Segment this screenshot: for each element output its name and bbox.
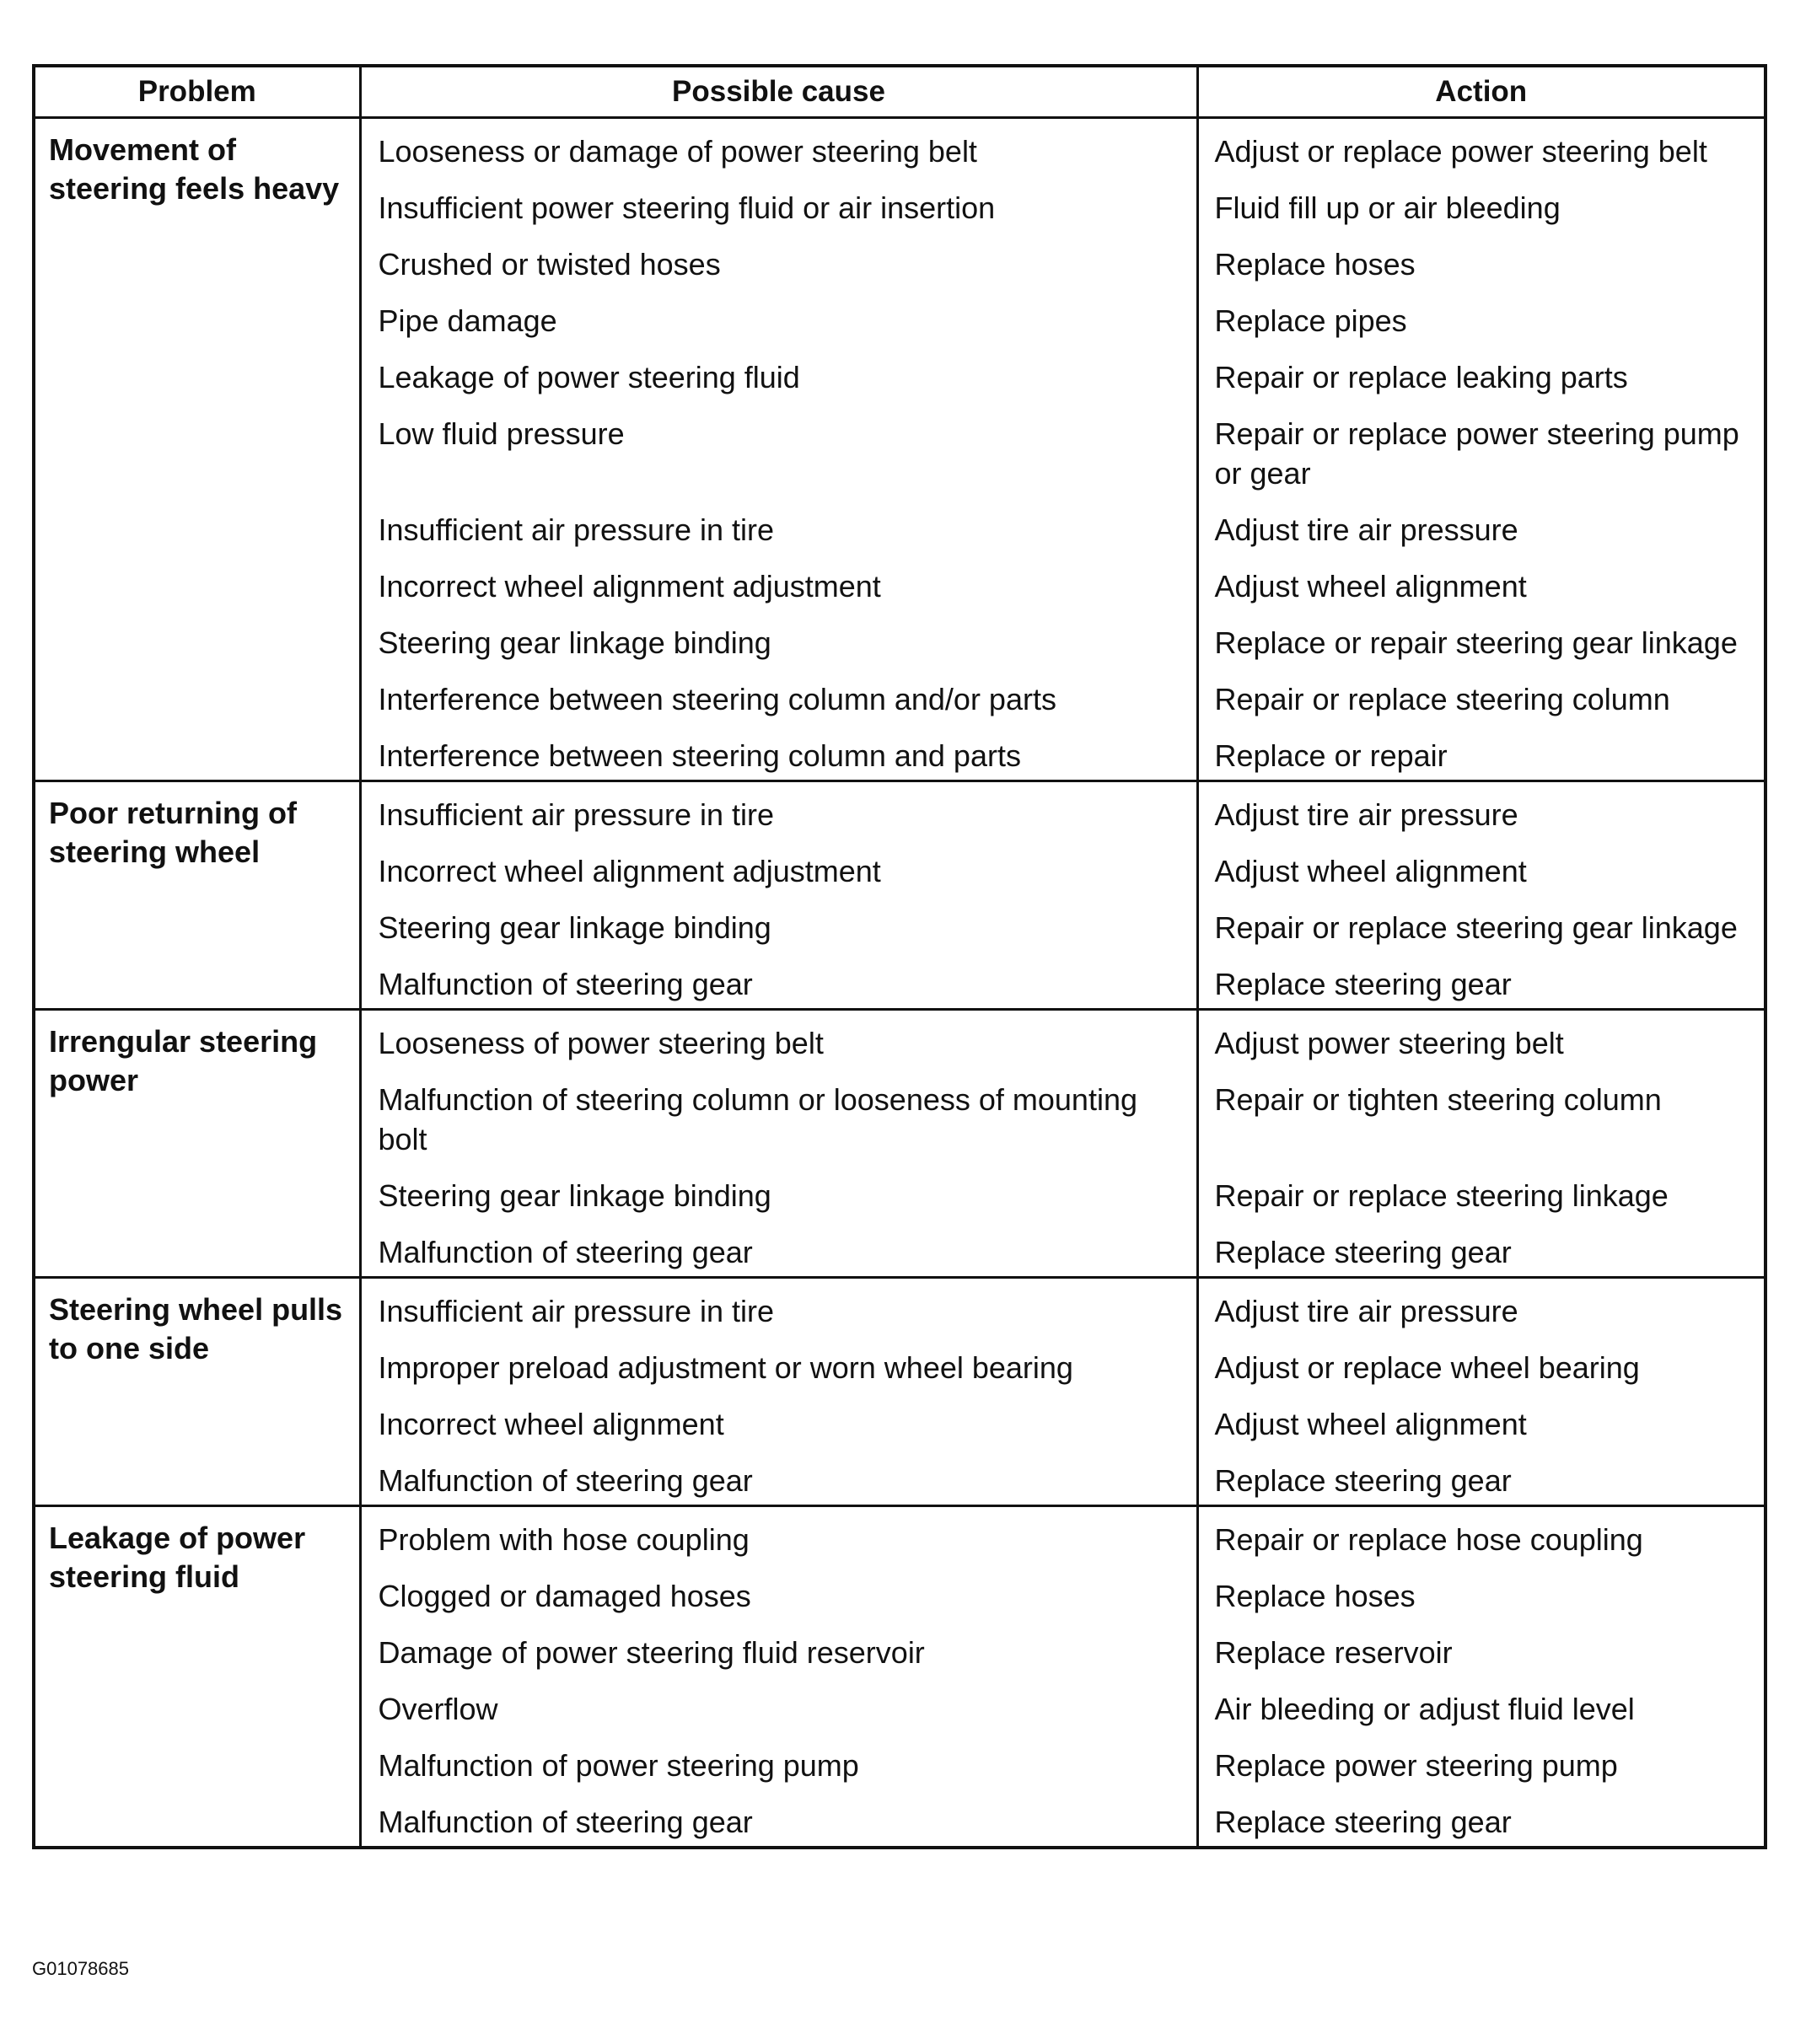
action-cell: Replace steering gear: [1197, 1789, 1765, 1848]
action-cell: Replace hoses: [1197, 232, 1765, 288]
action-cell: Repair or replace steering linkage: [1197, 1163, 1765, 1220]
cause-cell: Clogged or damaged hoses: [360, 1564, 1197, 1620]
cause-cell: Malfunction of power steering pump: [360, 1733, 1197, 1789]
cause-cell: Improper preload adjustment or worn wheel bearing: [360, 1335, 1197, 1392]
action-cell: Replace or repair steering gear linkage: [1197, 610, 1765, 667]
action-cell: Replace power steering pump: [1197, 1733, 1765, 1789]
action-cell: Repair or replace hose coupling: [1197, 1506, 1765, 1564]
cause-cell: Looseness or damage of power steering belt: [360, 118, 1197, 176]
cause-cell: Insufficient power steering fluid or air insertion: [360, 175, 1197, 232]
cause-cell: Problem with hose coupling: [360, 1506, 1197, 1564]
cause-cell: Overflow: [360, 1677, 1197, 1733]
action-cell: Air bleeding or adjust fluid level: [1197, 1677, 1765, 1733]
cause-cell: Steering gear linkage binding: [360, 1163, 1197, 1220]
cause-cell: Insufficient air pressure in tire: [360, 1278, 1197, 1336]
cause-cell: Incorrect wheel alignment adjustment: [360, 839, 1197, 895]
cause-cell: Interference between steering column and/or parts: [360, 667, 1197, 723]
cause-cell: Low fluid pressure: [360, 401, 1197, 497]
cause-cell: Incorrect wheel alignment: [360, 1392, 1197, 1448]
cause-cell: Malfunction of steering gear: [360, 952, 1197, 1010]
cause-cell: Malfunction of steering gear: [360, 1789, 1197, 1848]
action-cell: Replace steering gear: [1197, 1448, 1765, 1506]
action-cell: Replace steering gear: [1197, 1220, 1765, 1278]
problem-cell: Steering wheel pulls to one side: [34, 1278, 360, 1506]
cause-cell: Steering gear linkage binding: [360, 610, 1197, 667]
action-cell: Replace hoses: [1197, 1564, 1765, 1620]
troubleshooting-table: [32, 64, 1767, 1849]
table-row: [34, 1278, 1765, 1336]
cause-cell: Damage of power steering fluid reservoir: [360, 1620, 1197, 1677]
action-cell: Repair or replace steering gear linkage: [1197, 895, 1765, 952]
table-row: [34, 781, 1765, 840]
header-action: Action: [1197, 66, 1765, 118]
problem-cell: Irrengular steering power: [34, 1010, 360, 1278]
cause-cell: Looseness of power steering belt: [360, 1010, 1197, 1068]
action-cell: Repair or replace leaking parts: [1197, 345, 1765, 401]
action-cell: Adjust power steering belt: [1197, 1010, 1765, 1068]
cause-cell: Interference between steering column and parts: [360, 723, 1197, 781]
action-cell: Replace steering gear: [1197, 952, 1765, 1010]
cause-cell: Pipe damage: [360, 288, 1197, 345]
cause-cell: Insufficient air pressure in tire: [360, 497, 1197, 554]
action-cell: Adjust wheel alignment: [1197, 1392, 1765, 1448]
cause-cell: Malfunction of steering gear: [360, 1448, 1197, 1506]
action-cell: Adjust wheel alignment: [1197, 554, 1765, 610]
header-row: [34, 66, 1765, 118]
table-row: [34, 1010, 1765, 1068]
header-problem: Problem: [34, 66, 360, 118]
cause-cell: Crushed or twisted hoses: [360, 232, 1197, 288]
action-cell: Adjust or replace wheel bearing: [1197, 1335, 1765, 1392]
cause-cell: Malfunction of steering column or looseness of mounting bolt: [360, 1067, 1197, 1163]
cause-cell: Steering gear linkage binding: [360, 895, 1197, 952]
action-cell: Repair or replace power steering pump or gear: [1197, 401, 1765, 497]
problem-cell: Leakage of power steering fluid: [34, 1506, 360, 1848]
action-cell: Fluid fill up or air bleeding: [1197, 175, 1765, 232]
action-cell: Adjust wheel alignment: [1197, 839, 1765, 895]
action-cell: Replace or repair: [1197, 723, 1765, 781]
problem-cell: Poor returning of steering wheel: [34, 781, 360, 1010]
figure-code: G01078685: [32, 1958, 129, 1979]
problem-cell: Movement of steering feels heavy: [34, 118, 360, 781]
action-cell: Repair or replace steering column: [1197, 667, 1765, 723]
action-cell: Adjust tire air pressure: [1197, 1278, 1765, 1336]
action-cell: Replace reservoir: [1197, 1620, 1765, 1677]
table-row: [34, 1506, 1765, 1564]
action-cell: Adjust tire air pressure: [1197, 781, 1765, 840]
table-row: [34, 118, 1765, 176]
cause-cell: Insufficient air pressure in tire: [360, 781, 1197, 840]
action-cell: Repair or tighten steering column: [1197, 1067, 1765, 1163]
cause-cell: Incorrect wheel alignment adjustment: [360, 554, 1197, 610]
action-cell: Adjust or replace power steering belt: [1197, 118, 1765, 176]
action-cell: Adjust tire air pressure: [1197, 497, 1765, 554]
cause-cell: Leakage of power steering fluid: [360, 345, 1197, 401]
header-possible-cause: Possible cause: [360, 66, 1197, 118]
action-cell: Replace pipes: [1197, 288, 1765, 345]
cause-cell: Malfunction of steering gear: [360, 1220, 1197, 1278]
